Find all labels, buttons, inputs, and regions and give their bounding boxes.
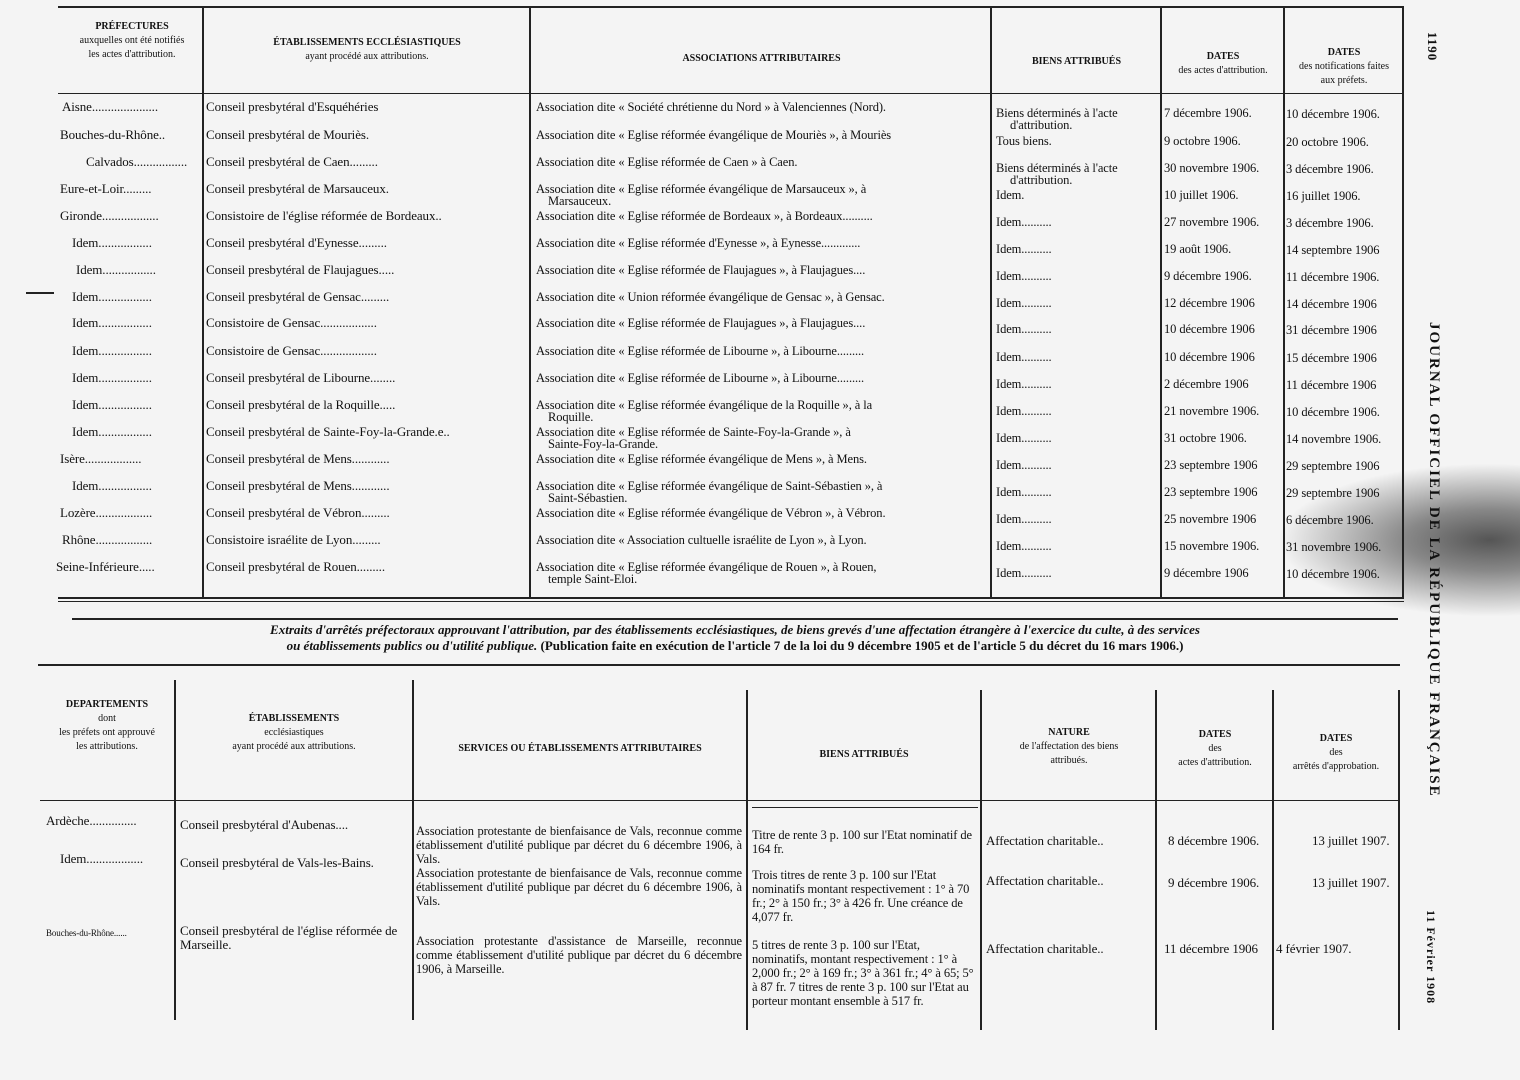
header-dates-notifications: DATES des notifications faites aux préfets. bbox=[1299, 47, 1389, 86]
journal-date: 11 Février 1908 bbox=[1424, 910, 1438, 1005]
t1-association: Association dite « Eglise réformée de Libourne », à Libourne......... bbox=[536, 344, 865, 358]
t1-date-acte: 31 octobre 1906. bbox=[1164, 431, 1247, 445]
t1-biens: Idem.......... bbox=[996, 566, 1052, 580]
table2-col-divider bbox=[412, 680, 414, 1020]
t1-date-acte: 15 novembre 1906. bbox=[1164, 539, 1260, 553]
t1-biens: Idem.......... bbox=[996, 350, 1052, 364]
table2-col-divider bbox=[174, 680, 176, 1020]
t1-association: Association dite « Eglise réformée de Caen » à Caen. bbox=[536, 155, 798, 169]
t1-prefecture: Gironde.................. bbox=[60, 208, 159, 223]
t2-services: Association protestante de bienfaisance de Vals, reconnue comme établissement d'utilité publique par décret du 6 décembre 1906, à Vals. bbox=[416, 866, 742, 908]
t1-biens: Idem.......... bbox=[996, 296, 1052, 310]
t1-biens: Idem.......... bbox=[996, 242, 1052, 256]
t1-prefecture: Seine-Inférieure..... bbox=[56, 559, 155, 574]
t1-date-notification: 11 décembre 1906 bbox=[1286, 378, 1377, 392]
t1-etablissement: Conseil presbytéral de Mens............ bbox=[206, 478, 390, 493]
t1-etablissement: Conseil presbytéral d'Eynesse......... bbox=[206, 235, 387, 250]
t1-date-notification: 11 décembre 1906. bbox=[1286, 270, 1380, 284]
t2-date-arrete: 13 juillet 1907. bbox=[1312, 875, 1390, 890]
t1-association-cont: Roquille. bbox=[548, 410, 594, 424]
t2-nature: Affectation charitable.. bbox=[986, 873, 1104, 888]
header-dates-actes-2: DATES des actes d'attribution. bbox=[1178, 729, 1252, 768]
t1-etablissement: Conseil presbytéral de Mouriès. bbox=[206, 127, 369, 142]
table1-header-rule bbox=[58, 93, 1404, 94]
t1-association: Association dite « Eglise réformée évangélique de Saint-Sébastien », à bbox=[536, 479, 883, 493]
t2-etab: Conseil presbytéral de Vals-les-Bains. bbox=[180, 855, 374, 870]
t1-biens: Tous biens. bbox=[996, 134, 1052, 148]
t1-date-notification: 15 décembre 1906 bbox=[1286, 351, 1377, 365]
t1-prefecture: Bouches-du-Rhône.. bbox=[60, 127, 166, 142]
table1-col-divider bbox=[1402, 6, 1404, 598]
t1-date-acte: 10 juillet 1906. bbox=[1164, 188, 1239, 202]
banner-rule bbox=[72, 618, 1398, 620]
t1-date-acte: 9 décembre 1906 bbox=[1164, 566, 1249, 580]
table1-col-divider bbox=[1283, 6, 1285, 598]
t2-dept: Bouches-du-Rhône...... bbox=[46, 928, 127, 938]
t1-prefecture: Idem................. bbox=[72, 235, 152, 250]
t1-association: Association dite « Eglise réformée évangélique de Marsauceux », à bbox=[536, 182, 867, 196]
banner-line-1: Extraits d'arrêtés préfectoraux approuvant l'attribution, par des établissements ecclésiastiques, de biens grevés d'une affectation étrangère à l'exercice du culte, à des services bbox=[270, 622, 1200, 637]
t1-etablissement: Conseil presbytéral de Libourne........ bbox=[206, 370, 396, 385]
table2-subrule bbox=[752, 807, 978, 808]
table2-col-divider bbox=[1155, 690, 1157, 1030]
margin-mark bbox=[26, 292, 54, 294]
t2-etab: Conseil presbytéral d'Aubenas.... bbox=[180, 817, 349, 832]
t1-etablissement: Conseil presbytéral de Mens............ bbox=[206, 451, 390, 466]
t1-etablissement: Conseil presbytéral de la Roquille..... bbox=[206, 397, 396, 412]
page-number: 1190 bbox=[1425, 32, 1440, 62]
table1-bottom-rule-2 bbox=[58, 601, 1404, 602]
t1-association: Association dite « Eglise réformée évangélique de Mens », à Mens. bbox=[536, 452, 867, 466]
table2-top-rule bbox=[38, 664, 1400, 666]
t2-biens: Trois titres de rente 3 p. 100 sur l'Etat nominatifs montant respectivement : 1° à 70 fr.; 2° à 150 fr.; 3° à 426 fr. Une créance de 4,077 fr. bbox=[752, 868, 970, 924]
t1-date-acte: 23 septembre 1906 bbox=[1164, 458, 1258, 472]
t1-etablissement: Conseil presbytéral d'Esquéhéries bbox=[206, 99, 379, 114]
t1-date-acte: 23 septembre 1906 bbox=[1164, 485, 1258, 499]
header-departements: DEPARTEMENTS dont les préfets ont approuvé les attributions. bbox=[59, 699, 155, 752]
t1-date-acte: 9 décembre 1906. bbox=[1164, 269, 1252, 283]
t2-date-arrete: 13 juillet 1907. bbox=[1312, 833, 1390, 848]
t1-biens-cont: d'attribution. bbox=[1010, 173, 1073, 187]
t1-etablissement: Consistoire israélite de Lyon......... bbox=[206, 532, 381, 547]
t1-date-acte: 10 décembre 1906 bbox=[1164, 322, 1255, 336]
t1-association: Association dite « Eglise réformée de Bordeaux », à Bordeaux.......... bbox=[536, 209, 873, 223]
table2-col-divider bbox=[1398, 690, 1400, 1030]
header-etablissements-2: ÉTABLISSEMENTS ecclésiastiques ayant procédé aux attributions. bbox=[232, 713, 356, 752]
t1-date-notification: 3 décembre 1906. bbox=[1286, 216, 1374, 230]
t1-biens: Idem.......... bbox=[996, 431, 1052, 445]
t1-biens: Idem.......... bbox=[996, 377, 1052, 391]
table1-col-divider bbox=[1160, 6, 1162, 598]
header-associations: ASSOCIATIONS ATTRIBUTAIRES bbox=[682, 53, 841, 64]
t1-etablissement: Conseil presbytéral de Flaujagues..... bbox=[206, 262, 395, 277]
journal-title: JOURNAL OFFICIEL DE LA RÉPUBLIQUE FRANÇAISE bbox=[1426, 322, 1442, 798]
t1-biens: Idem.......... bbox=[996, 322, 1052, 336]
t1-date-notification: 16 juillet 1906. bbox=[1286, 189, 1361, 203]
t1-association: Association dite « Eglise réformée évangélique de Rouen », à Rouen, bbox=[536, 560, 877, 574]
table2-col-divider bbox=[746, 690, 748, 1030]
table1-top-rule bbox=[58, 6, 1404, 8]
t1-date-notification: 29 septembre 1906 bbox=[1286, 459, 1380, 473]
t2-nature: Affectation charitable.. bbox=[986, 833, 1104, 848]
t1-biens: Biens déterminés à l'acte bbox=[996, 161, 1118, 175]
table1-bottom-rule bbox=[58, 597, 1404, 599]
t1-date-acte: 25 novembre 1906 bbox=[1164, 512, 1257, 526]
t1-association: Association dite « Union réformée évangélique de Gensac », à Gensac. bbox=[536, 290, 885, 304]
t1-association: Association dite « Eglise réformée évangélique de Vébron », à Vébron. bbox=[536, 506, 886, 520]
header-prefectures: PRÉFECTURES auxquelles ont été notifiés les actes d'attribution. bbox=[79, 21, 185, 60]
t2-date-acte: 9 décembre 1906. bbox=[1168, 875, 1260, 890]
t2-services: Association protestante de bienfaisance de Vals, reconnue comme établissement d'utilité publique par décret du 6 décembre 1906, à Vals. bbox=[416, 824, 742, 866]
t1-date-notification: 10 décembre 1906. bbox=[1286, 405, 1380, 419]
t2-etab: Conseil presbytéral de l'église réformée de Marseille. bbox=[180, 923, 398, 952]
t1-date-acte: 10 décembre 1906 bbox=[1164, 350, 1255, 364]
t1-biens: Idem. bbox=[996, 188, 1025, 202]
t1-etablissement: Conseil presbytéral de Sainte-Foy-la-Grande.e.. bbox=[206, 424, 450, 439]
t1-prefecture: Idem................. bbox=[72, 315, 152, 330]
t1-prefecture: Aisne..................... bbox=[62, 99, 158, 114]
table1-col-divider bbox=[990, 6, 992, 598]
t1-etablissement: Conseil presbytéral de Rouen......... bbox=[206, 559, 385, 574]
t1-etablissement: Consistoire de l'église réformée de Bordeaux.. bbox=[206, 208, 442, 223]
t1-date-acte: 27 novembre 1906. bbox=[1164, 215, 1260, 229]
header-biens: BIENS ATTRIBUÉS bbox=[1031, 56, 1122, 67]
t1-association-cont: Sainte-Foy-la-Grande. bbox=[548, 437, 659, 451]
t1-date-acte: 9 octobre 1906. bbox=[1164, 134, 1241, 148]
table2-col-divider bbox=[980, 690, 982, 1030]
t2-dept: Idem.................. bbox=[60, 851, 144, 866]
t1-date-acte: 7 décembre 1906. bbox=[1164, 106, 1252, 120]
t1-biens: Idem.......... bbox=[996, 539, 1052, 553]
t2-biens: Titre de rente 3 p. 100 sur l'Etat nominatif de 164 fr. bbox=[752, 828, 972, 856]
t1-prefecture: Idem................. bbox=[72, 478, 152, 493]
t1-association: Association dite « Eglise réformée d'Eynesse », à Eynesse............. bbox=[536, 236, 861, 250]
t1-biens: Biens déterminés à l'acte bbox=[996, 106, 1118, 120]
t1-date-acte: 12 décembre 1906 bbox=[1164, 296, 1255, 310]
t1-prefecture: Idem................. bbox=[72, 397, 152, 412]
t1-association: Association dite « Eglise réformée de Flaujagues », à Flaujagues.... bbox=[536, 316, 866, 330]
t1-biens: Idem.......... bbox=[996, 458, 1052, 472]
t1-date-notification: 3 décembre 1906. bbox=[1286, 162, 1374, 176]
t2-date-acte: 8 décembre 1906. bbox=[1168, 833, 1260, 848]
t1-date-notification: 29 septembre 1906 bbox=[1286, 486, 1380, 500]
t1-association: Association dite « Eglise réformée de Sainte-Foy-la-Grande », à bbox=[536, 425, 851, 439]
t1-prefecture: Idem................. bbox=[72, 424, 152, 439]
t1-prefecture: Idem................. bbox=[72, 370, 152, 385]
t1-biens: Idem.......... bbox=[996, 215, 1052, 229]
t1-association: Association dite « Association cultuelle israélite de Lyon », à Lyon. bbox=[536, 533, 867, 547]
t1-date-notification: 10 décembre 1906. bbox=[1286, 567, 1380, 581]
t1-prefecture: Isère.................. bbox=[60, 451, 142, 466]
t1-date-notification: 14 novembre 1906. bbox=[1286, 432, 1382, 446]
t1-biens: Idem.......... bbox=[996, 404, 1052, 418]
t1-association: Association dite « Eglise réformée de Libourne », à Libourne......... bbox=[536, 371, 865, 385]
t1-association: Association dite « Eglise réformée évangélique de la Roquille », à la bbox=[536, 398, 873, 412]
t1-date-notification: 31 novembre 1906. bbox=[1286, 540, 1382, 554]
t2-date-arrete: 4 février 1907. bbox=[1276, 941, 1352, 956]
t1-prefecture: Idem................. bbox=[72, 289, 152, 304]
t1-date-notification: 14 septembre 1906 bbox=[1286, 243, 1380, 257]
t1-date-acte: 21 novembre 1906. bbox=[1164, 404, 1260, 418]
t2-services: Association protestante d'assistance de Marseille, reconnue comme établissement d'utilité publique par décret du 6 décembre 1906, à Marseille. bbox=[416, 934, 742, 976]
t1-association: Association dite « Eglise réformée évangélique de Mouriès », à Mouriès bbox=[536, 128, 892, 142]
t1-biens-cont: d'attribution. bbox=[1010, 118, 1073, 132]
table2-col-divider bbox=[1272, 690, 1274, 1030]
t1-prefecture: Idem................. bbox=[76, 262, 156, 277]
t1-association: Association dite « Société chrétienne du Nord » à Valenciennes (Nord). bbox=[536, 100, 886, 114]
t1-prefecture: Idem................. bbox=[72, 343, 152, 358]
header-nature: NATURE de l'affectation des biens attribués. bbox=[1019, 727, 1119, 766]
t1-date-acte: 2 décembre 1906 bbox=[1164, 377, 1249, 391]
banner-line-2a: ou établissements publics ou d'utilité publique. bbox=[286, 638, 538, 653]
table1-col-divider bbox=[529, 6, 531, 598]
t1-biens: Idem.......... bbox=[996, 269, 1052, 283]
t1-biens: Idem.......... bbox=[996, 485, 1052, 499]
t1-prefecture: Lozère.................. bbox=[60, 505, 153, 520]
t1-etablissement: Consistoire de Gensac.................. bbox=[206, 315, 377, 330]
t1-date-acte: 19 août 1906. bbox=[1164, 242, 1232, 256]
header-biens-2: BIENS ATTRIBUÉS bbox=[819, 749, 909, 760]
t1-prefecture: Calvados................. bbox=[86, 154, 188, 169]
t1-association: Association dite « Eglise réformée de Flaujagues », à Flaujagues.... bbox=[536, 263, 866, 277]
t1-association-cont: Marsauceux. bbox=[548, 194, 612, 208]
t1-date-notification: 6 décembre 1906. bbox=[1286, 513, 1374, 527]
t2-date-acte: 11 décembre 1906 bbox=[1164, 941, 1258, 956]
t1-date-notification: 14 décembre 1906 bbox=[1286, 297, 1377, 311]
t1-association-cont: Saint-Sébastien. bbox=[548, 491, 628, 505]
t1-date-notification: 31 décembre 1906 bbox=[1286, 323, 1377, 337]
banner-line-2b: (Publication faite en exécution de l'article 7 de la loi du 9 décembre 1905 et de l'article 5 du décret du 16 mars 1906.) bbox=[540, 638, 1184, 653]
t1-etablissement: Conseil presbytéral de Marsauceux. bbox=[206, 181, 389, 196]
t1-date-notification: 20 octobre 1906. bbox=[1286, 135, 1369, 149]
t1-biens: Idem.......... bbox=[996, 512, 1052, 526]
header-dates-actes: DATES des actes d'attribution. bbox=[1178, 51, 1268, 76]
t1-etablissement: Consistoire de Gensac.................. bbox=[206, 343, 377, 358]
header-dates-arretes: DATES des arrêtés d'approbation. bbox=[1292, 733, 1380, 772]
t1-prefecture: Eure-et-Loir......... bbox=[60, 181, 152, 196]
table2-header-rule bbox=[40, 800, 1400, 801]
t2-biens: 5 titres de rente 3 p. 100 sur l'Etat, nominatifs, montant respectivement : 1° à 2,000 fr.; 2° à 169 fr.; 3° à 361 fr.; 4° à 65; 5° à 87 fr. 7 titres de rente 3 p. 100 sur l'Etat au porteur montant ensemble à 517 fr. bbox=[752, 938, 974, 1008]
header-services: SERVICES OU ÉTABLISSEMENTS ATTRIBUTAIRES bbox=[458, 743, 702, 754]
t1-prefecture: Rhône.................. bbox=[62, 532, 153, 547]
t1-etablissement: Conseil presbytéral de Caen......... bbox=[206, 154, 378, 169]
t1-date-acte: 30 novembre 1906. bbox=[1164, 161, 1260, 175]
t1-association-cont: temple Saint-Eloi. bbox=[548, 572, 638, 586]
section-banner bbox=[70, 622, 1400, 654]
t1-etablissement: Conseil presbytéral de Gensac......... bbox=[206, 289, 390, 304]
t2-nature: Affectation charitable.. bbox=[986, 941, 1104, 956]
header-etablissements: ÉTABLISSEMENTS ECCLÉSIASTIQUES ayant procédé aux attributions. bbox=[273, 37, 461, 62]
table1-col-divider bbox=[202, 6, 204, 598]
t1-date-notification: 10 décembre 1906. bbox=[1286, 107, 1380, 121]
t1-etablissement: Conseil presbytéral de Vébron......... bbox=[206, 505, 390, 520]
t2-dept: Ardèche............... bbox=[46, 813, 137, 828]
